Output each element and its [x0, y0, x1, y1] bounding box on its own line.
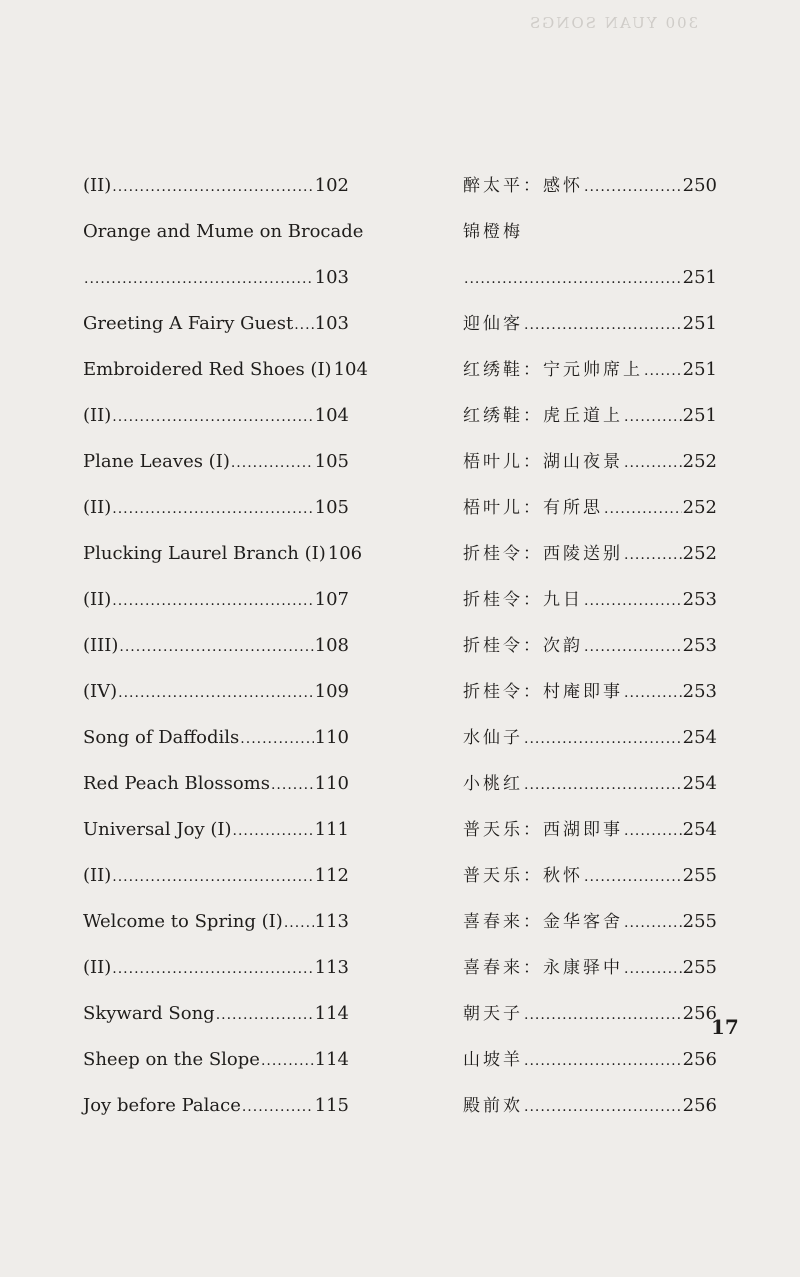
dot-leader: [464, 268, 682, 290]
toc-entry-title: (II): [83, 405, 112, 426]
toc-entry: [83, 175, 349, 198]
toc-entry-title: Joy before Palace: [83, 1095, 241, 1116]
toc-entry-title: 喜春来：永康驿中: [463, 958, 623, 978]
dot-leader: [524, 1050, 682, 1072]
toc-entry-page: 108: [314, 635, 349, 656]
dot-leader: [242, 1096, 314, 1118]
toc-entry-title: 折桂令：西陵送别: [463, 544, 623, 564]
toc-entry-title: 水仙子: [463, 728, 523, 748]
toc-entry-page: 256: [682, 1003, 717, 1024]
toc-entry-page: 250: [682, 175, 717, 196]
dot-leader: [584, 866, 682, 888]
toc-entry-page: 113: [314, 911, 349, 932]
toc-entry-title: 醉太平：感怀: [463, 176, 583, 196]
toc-entry-page: 251: [682, 313, 717, 334]
toc-entry-title: 折桂令：次韵: [463, 636, 583, 656]
dot-leader: [644, 360, 682, 382]
toc-entry-title: Plucking Laurel Branch (I): [83, 543, 326, 564]
toc-entry-title: 锦橙梅: [463, 222, 523, 242]
dot-leader: [624, 682, 682, 704]
toc-entry: [463, 405, 717, 428]
dot-leader: [112, 866, 313, 888]
toc-entry-page: 107: [314, 589, 349, 610]
dot-leader: [524, 1004, 682, 1026]
toc-entry-page: 253: [682, 635, 717, 656]
toc-entry-page: 254: [682, 727, 717, 748]
toc-entry-page: 253: [682, 589, 717, 610]
toc-entry-page: 104: [314, 405, 349, 426]
toc-entry: [83, 957, 349, 980]
toc-entry-page: 114: [314, 1003, 349, 1024]
toc-entry-title: 梧叶儿：有所思: [463, 498, 603, 518]
toc-entry: [83, 635, 349, 658]
dot-leader: [112, 406, 313, 428]
toc-entry: [463, 727, 717, 750]
toc-entry-page: 103: [314, 267, 349, 288]
toc-entry: [463, 635, 717, 658]
toc-entry: [83, 359, 368, 382]
toc-entry-title: 喜春来：金华客舍: [463, 912, 623, 932]
toc-entry-page: 105: [314, 497, 349, 518]
toc-entry-page: 106: [327, 543, 363, 564]
toc-entry: [83, 451, 349, 474]
toc-entry: [463, 911, 717, 934]
toc-entry-page: 256: [682, 1095, 717, 1116]
toc-entry: [83, 865, 349, 888]
toc-entry-page: 114: [314, 1049, 349, 1070]
toc-entry-title: Sheep on the Slope: [83, 1049, 260, 1070]
dot-leader: [284, 912, 314, 934]
toc-entry: [83, 1095, 349, 1118]
toc-entry: [83, 727, 349, 750]
toc-entry: [463, 589, 717, 612]
toc-entry: [463, 267, 717, 290]
dot-leader: [624, 452, 682, 474]
toc-entry: [463, 1003, 717, 1026]
toc-entry-title: 折桂令：九日: [463, 590, 583, 610]
dot-leader: [112, 176, 313, 198]
toc-entry-page: 111: [314, 819, 349, 840]
dot-leader: [584, 176, 682, 198]
dot-leader: [524, 314, 682, 336]
toc-entry-page: 255: [682, 865, 717, 886]
toc-entry-title: Skyward Song: [83, 1003, 215, 1024]
toc-entry-title: 迎仙客: [463, 314, 523, 334]
toc-entry-title: 红绣鞋：虎丘道上: [463, 406, 623, 426]
toc-entry-title: Orange and Mume on Brocade: [83, 221, 364, 242]
toc-entry: [463, 359, 717, 382]
dot-leader: [624, 820, 682, 842]
toc-entry-title: 普天乐：秋怀: [463, 866, 583, 886]
toc-entry: [463, 543, 717, 566]
dot-leader: [216, 1004, 314, 1026]
toc-entry-page: 255: [682, 957, 717, 978]
toc-entry-title: 红绣鞋：宁元帅席上: [463, 360, 643, 380]
toc-entry-page: 251: [682, 267, 717, 288]
toc-entry: [83, 497, 349, 520]
toc-entry: [83, 1049, 349, 1072]
toc-entry: [463, 1049, 717, 1072]
toc-entry-title: (II): [83, 175, 112, 196]
dot-leader: [584, 636, 682, 658]
toc-entry-page: 251: [682, 405, 717, 426]
toc-entry-title: Song of Daffodils: [83, 727, 240, 748]
toc-entry-title: 梧叶儿：湖山夜景: [463, 452, 623, 472]
toc-entry: [463, 865, 717, 888]
dot-leader: [584, 590, 682, 612]
dot-leader: [524, 774, 682, 796]
toc-entry-page: 104: [333, 359, 368, 380]
toc-entry-page: 253: [682, 681, 717, 702]
toc-entry-page: 109: [314, 681, 349, 702]
dot-leader: [604, 498, 682, 520]
dot-leader: [119, 636, 313, 658]
toc-entry-title: 折桂令：村庵即事: [463, 682, 623, 702]
dot-leader: [271, 774, 314, 796]
toc-entry-page: 115: [314, 1095, 349, 1116]
toc-entry-title: (III): [83, 635, 119, 656]
toc-entry-page: 255: [682, 911, 717, 932]
toc-entry: [83, 1003, 349, 1026]
dot-leader: [294, 314, 313, 336]
dot-leader: [261, 1050, 314, 1072]
toc-entry: [83, 543, 363, 566]
dot-leader: [112, 590, 313, 612]
toc-entry-title: Embroidered Red Shoes (I): [83, 359, 332, 380]
dot-leader: [118, 682, 313, 704]
toc-entry: [463, 497, 717, 520]
dot-leader: [112, 498, 313, 520]
toc-entry-title: 殿前欢: [463, 1096, 523, 1116]
toc-entry-title: (II): [83, 497, 112, 518]
toc-entry-page: 254: [682, 773, 717, 794]
dot-leader: [233, 820, 314, 842]
toc-entry-page: 252: [682, 451, 717, 472]
toc-entry: [83, 681, 349, 704]
toc-entry-title: Universal Joy (I): [83, 819, 232, 840]
toc-entry-title: (II): [83, 589, 112, 610]
toc-entry: [463, 451, 717, 474]
toc-entry: [83, 911, 349, 934]
toc-entry-page: 105: [314, 451, 349, 472]
dot-leader: [524, 1096, 682, 1118]
toc-entry-page: 102: [314, 175, 349, 196]
toc-entry-page: 103: [314, 313, 349, 334]
toc-entry-title: Red Peach Blossoms: [83, 773, 270, 794]
toc-entry-title: Greeting A Fairy Guest: [83, 313, 294, 334]
toc-entry: [83, 405, 349, 428]
dot-leader: [624, 544, 682, 566]
toc-entry-title: (II): [83, 865, 112, 886]
toc-entry: [83, 819, 349, 842]
page-number: 17: [711, 1015, 739, 1039]
toc-entry-page: 252: [682, 497, 717, 518]
dot-leader: [624, 406, 682, 428]
dot-leader: [624, 912, 682, 934]
toc-entry-title: 山坡羊: [463, 1050, 523, 1070]
toc-entry-title: (II): [83, 957, 112, 978]
toc-entry: [463, 313, 717, 336]
dot-leader: [624, 958, 682, 980]
toc-entry: [83, 267, 349, 290]
toc-entry: [463, 819, 717, 842]
toc-entry-page: 256: [682, 1049, 717, 1070]
toc-entry-page: 251: [682, 359, 717, 380]
toc-entry: [83, 221, 364, 243]
dot-leader: [84, 268, 314, 290]
toc-entry-page: 254: [682, 819, 717, 840]
bleed-through-header: 300 YUAN SONGS: [528, 14, 699, 32]
toc-entry-page: 112: [314, 865, 349, 886]
toc-entry-page: 113: [314, 957, 349, 978]
dot-leader: [524, 728, 682, 750]
toc-entry-title: 朝天子: [463, 1004, 523, 1024]
toc-entry: [463, 175, 717, 198]
toc-entry: [463, 681, 717, 704]
toc-entry: [83, 589, 349, 612]
toc-entry-title: 小桃红: [463, 774, 523, 794]
toc-entry: [463, 221, 717, 243]
dot-leader: [240, 728, 313, 750]
toc-entry-title: 普天乐：西湖即事: [463, 820, 623, 840]
toc-entry: [463, 773, 717, 796]
dot-leader: [231, 452, 314, 474]
toc-entry: [83, 773, 349, 796]
toc-entry-title: Plane Leaves (I): [83, 451, 230, 472]
toc-entry-title: Welcome to Spring (I): [83, 911, 283, 932]
toc-entry-title: (IV): [83, 681, 118, 702]
toc-entry-page: 110: [314, 773, 349, 794]
toc-entry: [463, 957, 717, 980]
toc-entry: [463, 1095, 717, 1118]
dot-leader: [112, 958, 313, 980]
toc-entry-page: 110: [314, 727, 349, 748]
toc-entry: [83, 313, 349, 336]
toc-entry-page: 252: [682, 543, 717, 564]
